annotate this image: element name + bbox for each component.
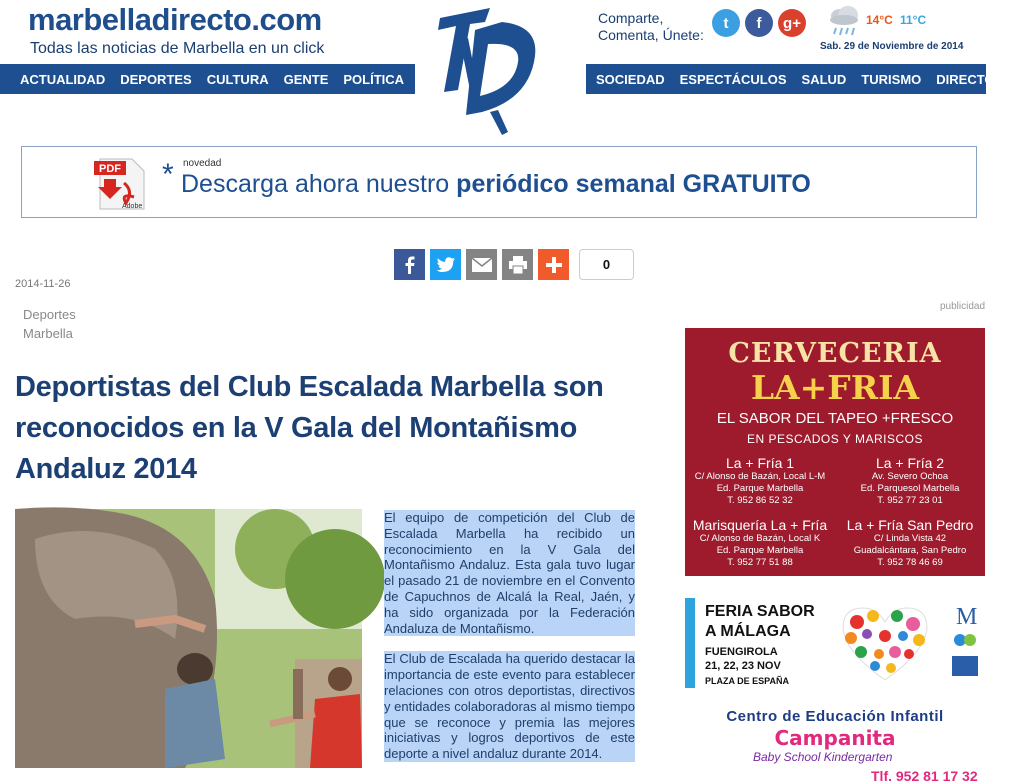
site-tagline: Todas las noticias de Marbella en un click bbox=[30, 40, 325, 57]
svg-text:M: M bbox=[956, 604, 978, 630]
twitter-icon[interactable]: t bbox=[712, 9, 740, 37]
sabor-a-malaga-logo-icon bbox=[950, 654, 980, 678]
location-building: Guadalcántara, San Pedro bbox=[853, 545, 967, 556]
ad-cerveceria-la-fria[interactable] bbox=[685, 328, 985, 576]
adobe-label: Adobe bbox=[122, 203, 143, 210]
ad3-line3: Baby School Kindergarten bbox=[753, 750, 893, 764]
site-logo[interactable] bbox=[430, 0, 550, 140]
ad2-place: PLAZA DE ESPAÑA bbox=[705, 676, 790, 686]
nav-item-sociedad[interactable]: SOCIEDAD bbox=[596, 71, 665, 87]
plus-icon bbox=[545, 256, 563, 274]
category-deportes[interactable]: Deportes bbox=[23, 307, 76, 322]
location-phone: T. 952 77 23 01 bbox=[877, 495, 943, 506]
pdf-label: PDF bbox=[99, 163, 121, 175]
facebook-icon[interactable]: f bbox=[745, 9, 773, 37]
banner-text[interactable] bbox=[181, 170, 811, 199]
ad2-title-line2: A MÁLAGA bbox=[705, 623, 791, 640]
location-name: La + Fría 1 bbox=[725, 455, 795, 471]
location-phone: T. 952 77 51 88 bbox=[727, 557, 793, 568]
envelope-icon bbox=[472, 258, 492, 272]
current-date: Sab. 29 de Noviembre de 2014 bbox=[820, 41, 964, 52]
location-building: Ed. Parque Marbella bbox=[716, 545, 804, 556]
location-phone: T. 952 78 46 69 bbox=[877, 557, 943, 568]
nav-item-gente[interactable]: GENTE bbox=[283, 71, 329, 87]
star-mark: * bbox=[162, 158, 174, 191]
nav-item-actualidad[interactable]: ACTUALIDAD bbox=[20, 71, 106, 87]
printer-icon bbox=[508, 256, 528, 274]
share-facebook-button[interactable] bbox=[394, 249, 425, 280]
novedad-label: novedad bbox=[183, 158, 222, 169]
ad3-line2: Campanita bbox=[774, 726, 896, 750]
temperature-low: 11°C bbox=[900, 13, 927, 27]
ad1-location bbox=[835, 517, 985, 569]
article-body bbox=[384, 510, 635, 777]
site-title[interactable]: marbelladirecto.com bbox=[28, 2, 322, 37]
location-name: Marisquería La + Fría bbox=[692, 517, 828, 533]
share-count: 0 bbox=[579, 249, 634, 280]
nav-item-deportes[interactable]: DEPORTES bbox=[120, 71, 192, 87]
location-building: Ed. Parquesol Marbella bbox=[860, 483, 960, 494]
facebook-icon bbox=[400, 255, 420, 275]
diputacion-logo-icon bbox=[950, 602, 980, 628]
nav-item-cultura[interactable]: CULTURA bbox=[206, 71, 269, 87]
ad2-dates: 21, 22, 23 NOV bbox=[705, 660, 781, 672]
ad-campanita[interactable] bbox=[685, 704, 985, 784]
ad2-title-line1: FERIA SABOR bbox=[705, 603, 815, 620]
banner-text-bold: periódico semanal GRATUITO bbox=[456, 170, 811, 198]
ad2-title bbox=[705, 602, 815, 642]
article-date: 2014-11-26 bbox=[15, 278, 71, 290]
ad1-line1: CERVECERIA bbox=[728, 338, 942, 369]
pdf-icon bbox=[94, 157, 148, 211]
article-headline: Deportistas del Club Escalada Marbella son reconocidos en la V Gala del Montañismo Andaluz 2014 bbox=[15, 371, 604, 485]
ad3-phone: Tlf. 952 81 17 32 bbox=[871, 768, 978, 784]
ad2-city: FUENGIROLA bbox=[705, 646, 778, 658]
ad3-line1: Centro de Educación Infantil bbox=[726, 708, 944, 725]
main-nav-right bbox=[586, 64, 1018, 94]
nav-item-turismo[interactable]: TURISMO bbox=[861, 71, 922, 87]
nav-item-politica[interactable]: POLÍTICA bbox=[343, 71, 405, 87]
nav-item-directorio[interactable]: DIRECTORIO bbox=[936, 71, 1018, 87]
location-address: Av. Severo Ochoa bbox=[871, 471, 949, 482]
print-button[interactable] bbox=[502, 249, 533, 280]
category-marbella[interactable]: Marbella bbox=[23, 326, 73, 341]
fuengirola-logo-icon bbox=[950, 630, 980, 652]
sponsor-logos bbox=[947, 602, 983, 680]
nav-item-salud[interactable]: SALUD bbox=[801, 71, 847, 87]
ad1-line3: EL SABOR DEL TAPEO +FRESCO bbox=[716, 410, 954, 427]
ad1-line2: LA+FRIA bbox=[750, 368, 920, 407]
twitter-bird-icon bbox=[436, 256, 456, 274]
article-photo bbox=[15, 509, 362, 768]
location-building: Ed. Parque Marbella bbox=[716, 483, 804, 494]
location-address: C/ Alonso de Bazán, Local K bbox=[699, 533, 821, 544]
temperature-high: 14°C bbox=[866, 13, 893, 27]
share-invite-line1: Comparte, bbox=[598, 10, 664, 26]
share-more-button[interactable] bbox=[538, 249, 569, 280]
ad-feria-sabor-malaga[interactable] bbox=[685, 598, 985, 688]
heart-food-illustration-icon bbox=[835, 602, 935, 684]
ad1-location bbox=[835, 455, 985, 507]
cloud-rain-icon bbox=[826, 4, 862, 38]
location-name: La + Fría San Pedro bbox=[846, 517, 974, 533]
article-paragraph: El Club de Escalada ha querido destacar la importancia de este evento para establecer relaciones con otros deportistas, directivos y entidades colaboradoras al mismo tiempo que se reconoce y premia las mejores iniciativas y logros deportivos de este deporte a nivel andaluz durante 2014. bbox=[384, 651, 635, 762]
share-twitter-button[interactable] bbox=[430, 249, 461, 280]
ad1-line4: EN PESCADOS Y MARISCOS bbox=[747, 432, 923, 446]
main-nav-left bbox=[0, 64, 415, 94]
ad1-location bbox=[685, 455, 835, 507]
share-invite bbox=[598, 10, 704, 44]
location-address: C/ Alonso de Bazán, Local L-M bbox=[694, 471, 826, 482]
banner-text-plain: Descarga ahora nuestro bbox=[181, 170, 457, 198]
article-paragraph: El equipo de competición del Club de Escalada Marbella ha recibido un reconocimiento en la V Gala del Montañismo Andaluz. Esta gala tuvo lugar el pasado 21 de noviembre en el Convento de Capuchnos de Alcalá la Real, Jaén, y ha sido organizada por la Federación Andaluza de Montañismo. bbox=[384, 510, 635, 636]
googleplus-icon[interactable]: g+ bbox=[778, 9, 806, 37]
share-invite-line2: Comenta, Únete: bbox=[598, 27, 704, 43]
location-address: C/ Linda Vista 42 bbox=[873, 533, 947, 544]
publicidad-label: publicidad bbox=[940, 301, 986, 312]
location-name: La + Fría 2 bbox=[875, 455, 945, 471]
ad2-side-bar bbox=[685, 598, 695, 688]
ad1-location bbox=[685, 517, 835, 569]
nav-item-espectaculos[interactable]: ESPECTÁCULOS bbox=[679, 71, 787, 87]
location-phone: T. 952 86 52 32 bbox=[727, 495, 793, 506]
share-email-button[interactable] bbox=[466, 249, 497, 280]
